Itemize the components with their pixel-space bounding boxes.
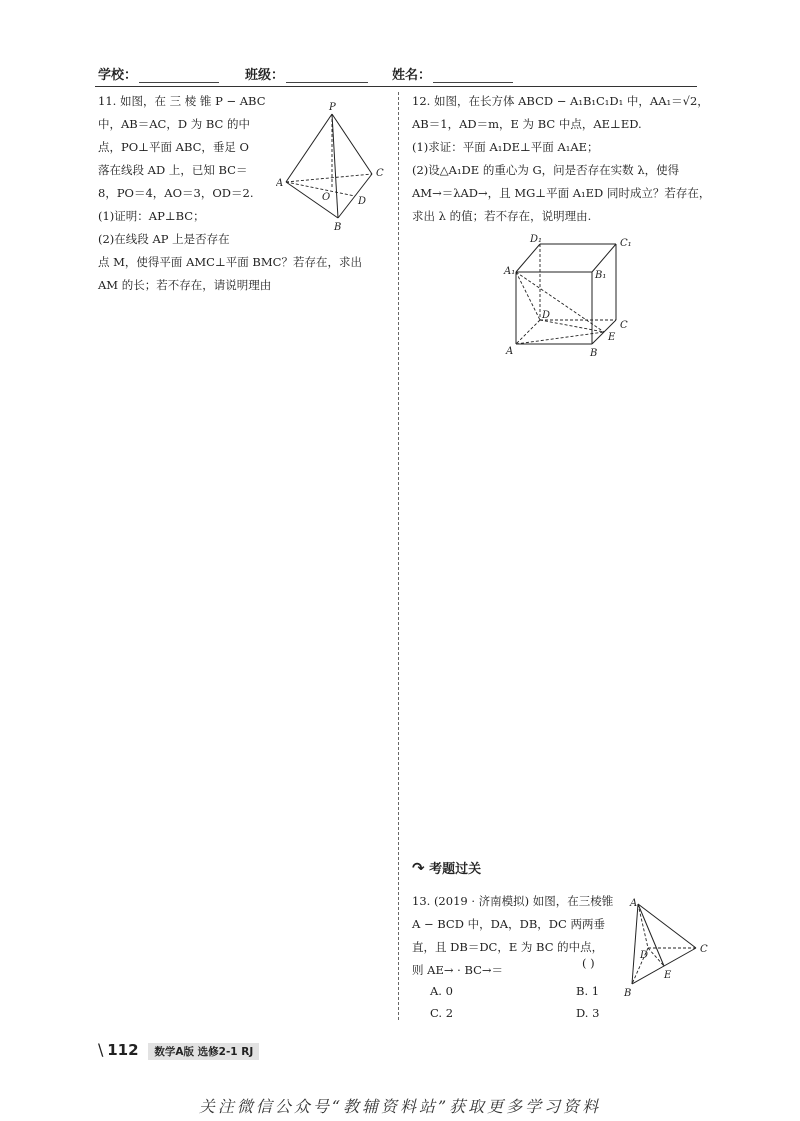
label-C: C [700,944,708,955]
q12-line: 求出 λ 的值；若不存在，说明理由. [412,209,592,223]
q11-line: 点，PO⊥平面 ABC，垂足 O [98,140,249,154]
q12-line: AB＝1，AD＝m，E 为 BC 中点，AE⊥ED. [412,117,642,131]
tetrahedron-figure [276,98,394,232]
q11-line: (2)在线段 AP 上是否存在 [98,232,230,246]
label-C1: C₁ [620,238,632,249]
school-blank[interactable] [139,68,219,83]
answer-paren[interactable]: ( ) [582,956,595,970]
label-B: B [624,988,632,999]
option-c[interactable]: C. 2 [430,1006,454,1020]
q13-line: 直，且 DB＝DC，E 为 BC 的中点， [412,940,604,954]
label-C: C [376,168,384,179]
option-d[interactable]: D. 3 [576,1006,600,1020]
q13-line: A − BCD 中，DA，DB，DC 两两垂 [412,917,605,931]
school-label: 学校： [98,68,138,83]
label-D1: D₁ [530,234,543,245]
label-D: D [542,310,551,321]
option-a[interactable]: A. 0 [430,984,453,998]
q11-line: 中，AB＝AC，D 为 BC 的中 [98,117,251,131]
question-12 [412,90,710,228]
label-A1: A₁ [504,266,516,277]
slash-mark: \ [98,1040,104,1059]
option-b[interactable]: B. 1 [576,984,600,998]
q11-line: AM 的长；若不存在，请说明理由 [98,278,272,292]
class-blank[interactable] [286,68,368,83]
cuboid-figure [500,232,636,362]
header-rule [95,86,697,87]
q11-line: 8，PO＝4，AO＝3，OD＝2. [98,186,254,200]
q11-line: (1)证明：AP⊥BC； [98,209,205,223]
class-label: 班级： [245,68,285,83]
edition-badge: 数学A版 选修2-1 RJ [148,1043,259,1060]
q12-line: (1)求证：平面 A₁DE⊥平面 A₁AE； [412,140,599,154]
q11-line: 点 M，使得平面 AMC⊥平面 BMC？若存在，求出 [98,255,362,269]
school-field [98,64,219,83]
label-A: A [276,178,284,189]
label-O: O [322,192,331,203]
pyramid-figure [622,896,712,1000]
q12-line: 12. 如图，在长方体 ABCD − A₁B₁C₁D₁ 中，AA₁＝√2， [412,94,709,108]
label-B: B [590,348,598,359]
q13-line: 则 AE→ · BC→＝ [412,963,504,977]
page-footer [98,1040,259,1060]
section-title: 考题过关 [429,862,482,877]
q11-line: 落在线段 AD 上，已知 BC＝ [98,163,248,177]
column-divider [398,92,399,1020]
name-blank[interactable] [433,68,513,83]
label-B: B [334,222,342,232]
q13-line: 13. (2019 · 济南模拟) 如图，在三棱锥 [412,894,614,908]
name-field [392,64,513,83]
label-P: P [329,102,336,113]
name-label: 姓名： [392,68,432,83]
section-heading [412,858,481,877]
label-D: D [358,196,367,207]
curved-arrow-icon: ↷ [412,859,425,877]
label-A: A [506,346,514,357]
label-B1: B₁ [595,270,607,281]
label-A: A [630,898,638,909]
promo-banner: 关注微信公众号“教辅资料站”获取更多学习资料 [198,1097,602,1116]
label-D: D [640,950,649,961]
q12-line: AM→＝λAD→，且 MG⊥平面 A₁ED 同时成立？若存在， [412,186,711,200]
label-C: C [620,320,628,331]
q12-line: (2)设△A₁DE 的重心为 G，问是否存在实数 λ，使得 [412,163,680,177]
q11-line: 11. 如图，在 三 棱 锥 P − ABC [98,94,266,108]
class-field [245,64,368,83]
label-E: E [664,970,672,981]
page-number: 112 [107,1041,139,1059]
label-E: E [608,332,616,343]
